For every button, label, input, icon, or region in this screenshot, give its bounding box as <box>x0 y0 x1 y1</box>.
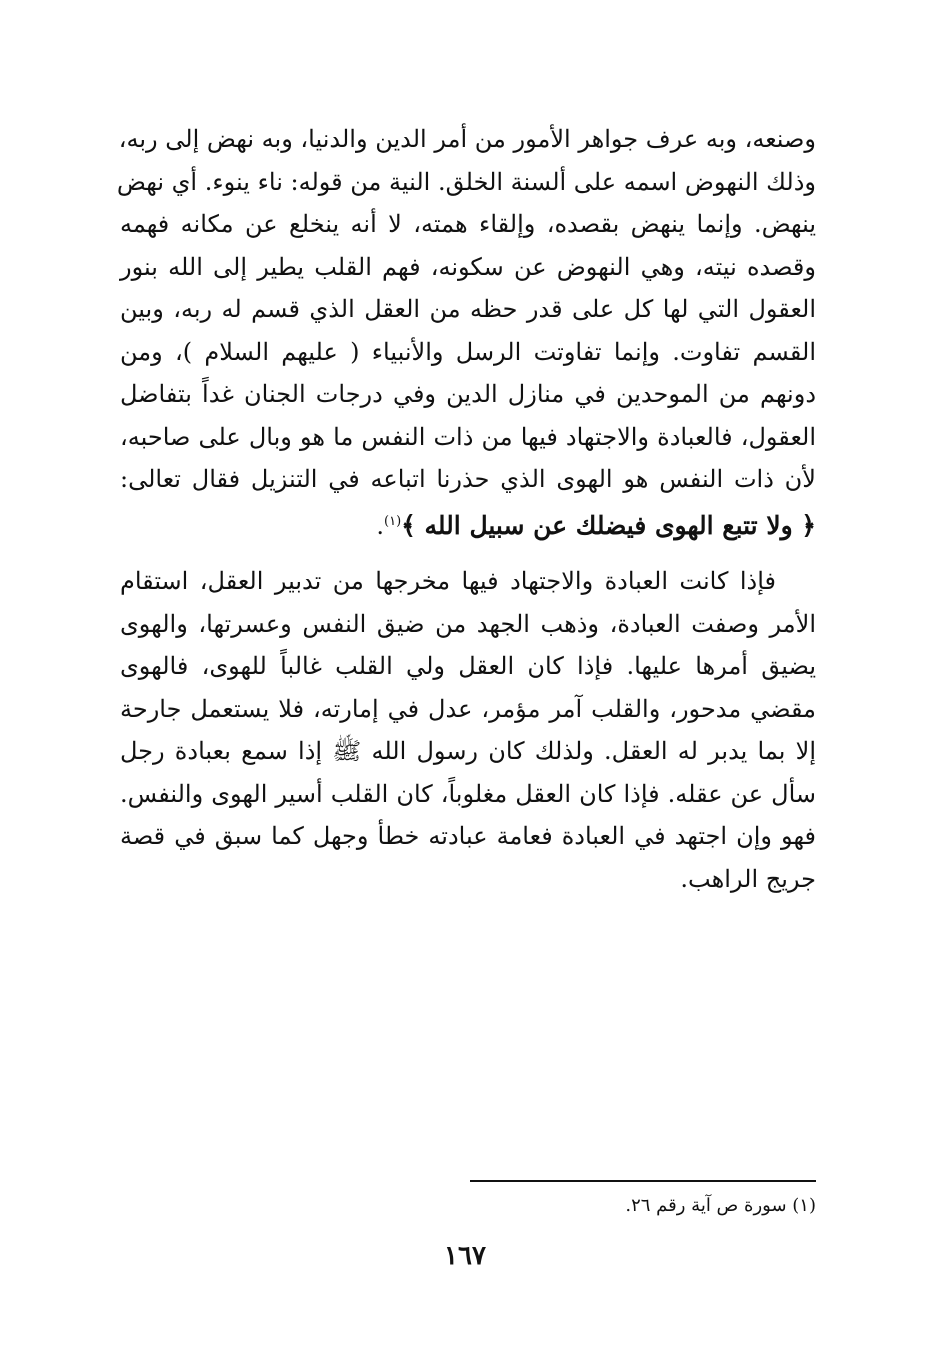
text-line: وذلك النهوض اسمه على ألسنة الخلق. النية من قوله: ناء ينوء. أي نهض <box>116 167 816 196</box>
text-line: جريج الراهب. <box>680 864 816 893</box>
text-line: القسم تفاوت. وإنما تفاوتت الرسل والأنبياء ( عليهم السلام )، ومن <box>120 337 816 366</box>
paragraph-1 <box>116 118 817 547</box>
footnote: (١) سورة ص آية رقم ٢٦. <box>625 1195 816 1216</box>
paragraph-2 <box>120 560 816 900</box>
text-line: العقول، فالعبادة والاجتهاد فيها من ذات النفس ما هو وبال على صاحبه، <box>120 422 817 451</box>
quran-verse: ﴿ ولا تتبع الهوى فيضلك عن سبيل الله ﴾ <box>401 510 816 540</box>
text-line: الأمر وصفت العبادة، وذهب الجهد من ضيق النفس وعسرتها، والهوى <box>120 609 816 638</box>
text-line: سأل عن عقله. فإذا كان العقل مغلوباً، كان القلب أسير الهوى والنفس. <box>120 779 817 808</box>
text-line: فهو وإن اجتهد في العبادة فعامة عبادته خطأ وجهل كما سبق في قصة <box>120 822 816 850</box>
text-line: فإذا كانت العبادة والاجتهاد فيها مخرجها من تدبير العقل، استقام <box>120 567 777 595</box>
text-line: ينهض. وإنما ينهض بقصده، وإلقاء همته، لا أنه ينخلع عن مكانه فهمه <box>120 210 816 238</box>
text-line: لأن ذات النفس هو الهوى الذي حذرنا اتباعه في التنزيل فقال تعالى: <box>120 465 816 493</box>
text-line: إلا بما يدبر له العقل. ولذلك كان رسول الله ﷺ إذا سمع بعبادة رجل <box>120 737 816 765</box>
text-line: العقول التي لها كل على قدر حظه من العقل الذي قسم له ربه، وبين <box>120 295 816 323</box>
text-line: يضيق أمرها عليها. فإذا كان العقل ولي القلب غالباً للهوى، فالهوى <box>120 652 816 680</box>
quran-verse-line <box>120 501 816 548</box>
page-number: ١٦٧ <box>444 1241 486 1271</box>
verse-end: . <box>376 511 384 540</box>
text-line: مقضي مدحور، والقلب آمر مؤمر، عدل في إمارته، فلا يستعمل جارحة <box>120 694 816 723</box>
footnote-marker: (١) <box>384 513 402 529</box>
text-line: وقصده نيته، وهي النهوض عن سكونه، فهم القلب يطير إلى الله بنور <box>120 252 816 281</box>
text-line: وصنعه، وبه عرف جواهر الأمور من أمر الدين والدنيا، وبه نهض إلى ربه، <box>118 125 816 153</box>
footnote-divider <box>470 1180 816 1182</box>
text-line: دونهم من الموحدين في منازل الدين وفي درجات الجنان غداً بتفاضل <box>120 380 816 408</box>
